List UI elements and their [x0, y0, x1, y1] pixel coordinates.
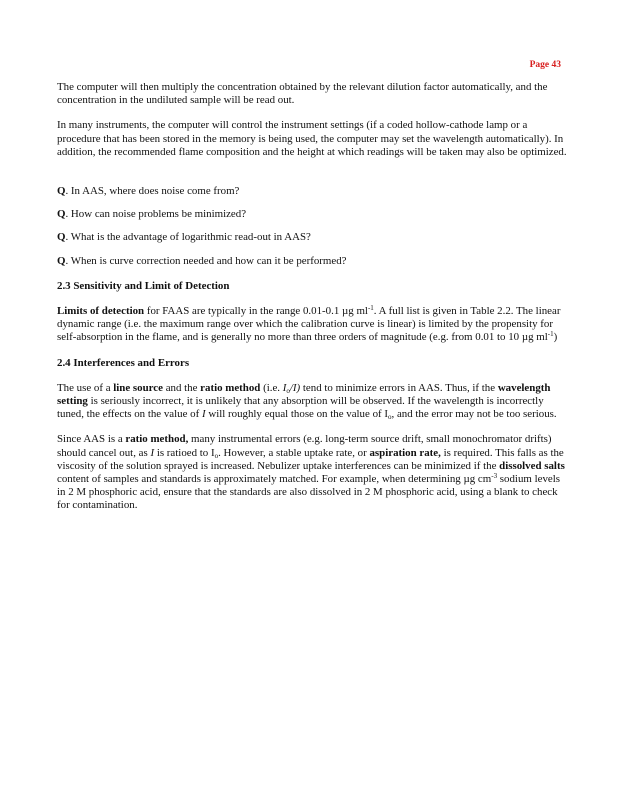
bold-term: wavelength setting: [57, 381, 551, 408]
question-2: [57, 208, 567, 221]
text-run: is ratioed to I: [154, 446, 215, 459]
bold-term: ratio method: [200, 381, 261, 394]
question-marker: Q: [57, 208, 66, 221]
bold-term: Limits of detection: [57, 305, 145, 318]
italic-symbol: I: [201, 408, 206, 421]
question-text: . In AAS, where does noise come from?: [65, 185, 240, 198]
bold-term: aspiration rate,: [369, 446, 441, 459]
text-run: Since AAS is a: [57, 433, 126, 446]
text-run: The use of a: [57, 381, 114, 394]
italic-symbol: /I): [289, 381, 301, 394]
question-1: [57, 185, 567, 198]
page-number: Page 43: [529, 60, 561, 70]
text-run: for FAAS are typically in the range 0.01-0.1 µg ml: [144, 305, 368, 318]
question-3: [57, 231, 567, 244]
bold-term: line source: [113, 381, 163, 394]
superscript: -1: [547, 330, 554, 339]
text-run: and the: [162, 381, 201, 394]
text-run: tend to minimize errors in AAS. Thus, if the: [300, 381, 498, 394]
text-run: content of samples and standards is approximately matched. For example, when determining µg cm: [57, 473, 492, 486]
question-marker: Q: [57, 185, 66, 198]
text-run: . A full list is given in Table 2.2. The linear dynamic range (i.e. the maximum range over which the calibration curve is linear) is limited by the propensity for self-absorption in the flame, and is generally no more than three orders of magnitude (e.g. from 0.01 to 10 µg ml: [57, 305, 561, 344]
section-2-3-paragraph: [57, 305, 567, 345]
text-run: many instrumental errors (e.g. long-term source drift, small monochromator drifts) should cancel out, as: [57, 433, 552, 459]
section-2-3-heading: 2.3 Sensitivity and Limit of Detection: [57, 279, 230, 292]
question-marker: Q: [57, 231, 66, 244]
text-run: (i.e.: [260, 381, 283, 394]
question-4: [57, 255, 567, 268]
superscript: -1: [367, 304, 374, 313]
italic-symbol: I: [150, 446, 155, 459]
intro-paragraph-2: In many instruments, the computer will control the instrument settings (if a coded hollow-cathode lamp or a procedure that has been stored in the memory is being used, the computer may set the wavelength automatically). In addition, the recommended flame composition and the height at which readings will be taken may also be optimized.: [57, 119, 567, 158]
text-run: will roughly equal those on the value of I: [205, 408, 388, 421]
question-marker: Q: [57, 254, 66, 267]
bold-term: dissolved salts: [499, 459, 565, 472]
text-run: is required. This falls as the viscosity of the solution sprayed is increased. Nebulizer uptake interferences can be minimized if the: [57, 446, 564, 472]
question-text: . How can noise problems be minimized?: [65, 208, 247, 221]
question-text: . When is curve correction needed and how can it be performed?: [65, 254, 347, 267]
text-run: . However, a stable uptake rate, or: [218, 446, 370, 459]
section-2-4-paragraph-2: [57, 433, 567, 512]
italic-symbol: I: [282, 381, 287, 394]
text-run: , and the error may not be too serious.: [391, 408, 557, 421]
text-run: ): [553, 331, 558, 344]
text-run: is seriously incorrect, it is unlikely that any absorption will be observed. If the wavelength is incorrectly tuned, the effects on the value of: [57, 395, 544, 421]
subscript: o: [214, 451, 219, 460]
intro-paragraph-1: The computer will then multiply the concentration obtained by the relevant dilution factor automatically, and the concentration in the undiluted sample will be read out.: [57, 81, 548, 107]
section-2-4-heading: 2.4 Interferences and Errors: [57, 356, 190, 369]
page-content: [57, 81, 567, 513]
subscript: o: [388, 413, 392, 422]
superscript: -3: [491, 472, 498, 481]
text-run: sodium levels in 2 M phosphoric acid, ensure that the standards are also dissolved in 2 M phosphoric acid, using a blank to check for contamination.: [57, 473, 560, 512]
question-text: . What is the advantage of logarithmic read-out in AAS?: [65, 231, 311, 244]
subscript: o: [286, 386, 290, 395]
section-2-4-paragraph-1: [57, 382, 567, 422]
bold-term: ratio method,: [125, 433, 189, 446]
